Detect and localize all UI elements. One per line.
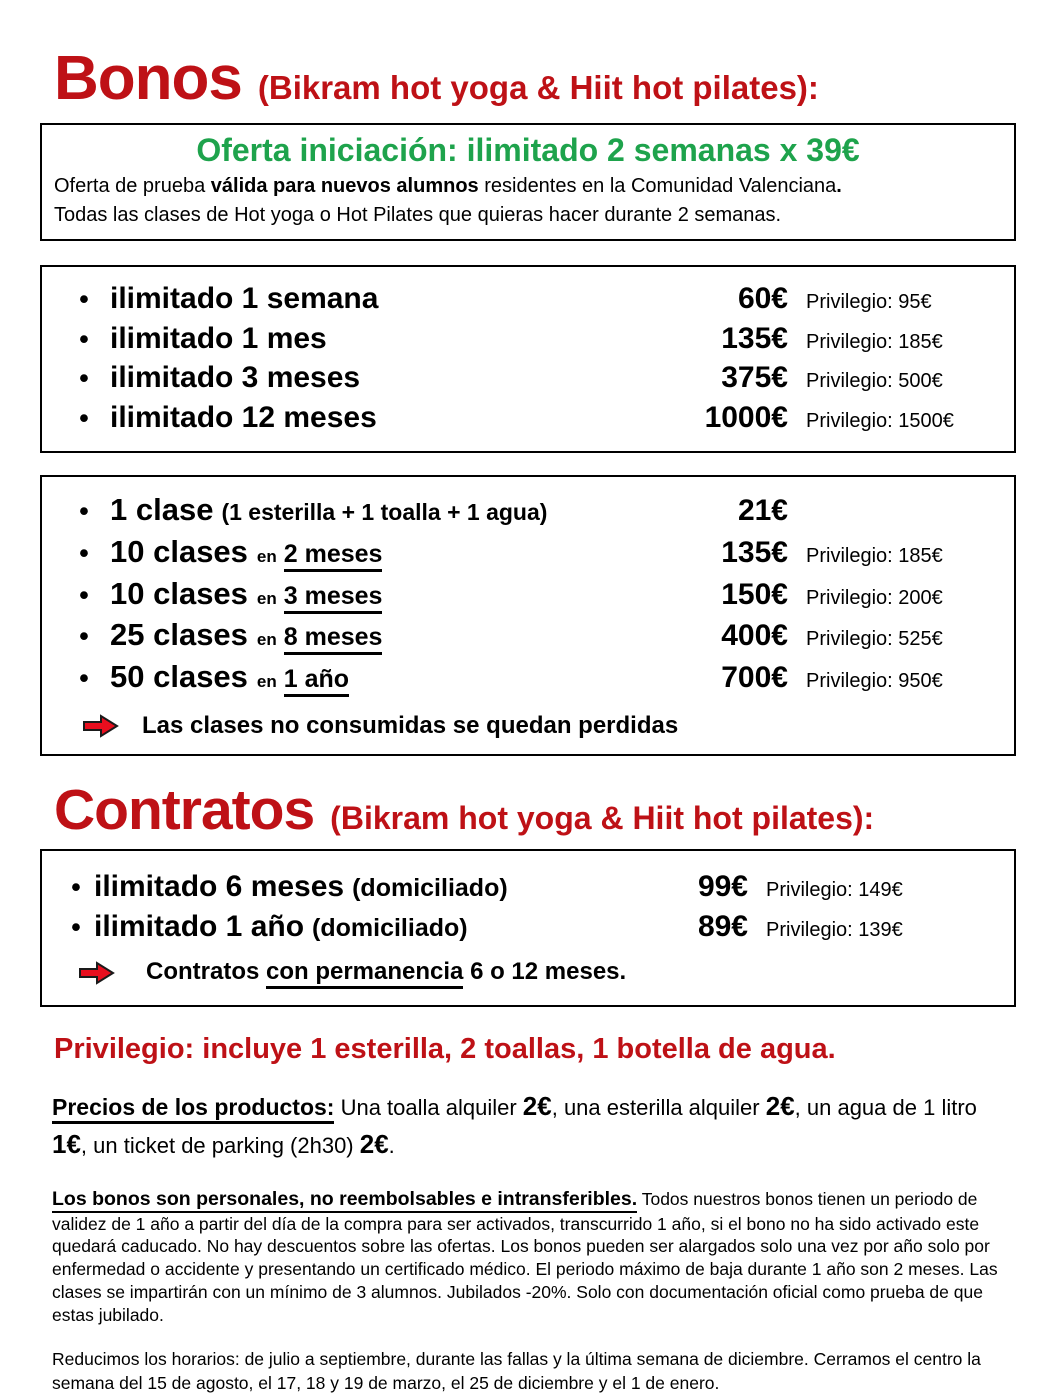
- bullet-icon: •: [71, 871, 81, 902]
- contrato-sub: (domiciliado): [312, 913, 468, 942]
- products-seg1: Una toalla alquiler: [334, 1094, 523, 1120]
- clase-en: en: [256, 630, 277, 650]
- permanencia-note: [78, 959, 998, 987]
- bullet-icon: •: [71, 911, 81, 942]
- table-row: [58, 910, 998, 945]
- contrato-privilege: Privilegio: 149€: [766, 878, 903, 901]
- table-row: [58, 401, 998, 436]
- offer-line1-period: .: [836, 175, 842, 197]
- bullet-icon: •: [79, 283, 89, 314]
- clase-privilege: Privilegio: 525€: [806, 628, 943, 651]
- clase-label-group: [110, 576, 628, 613]
- clase-privilege: Privilegio: 200€: [806, 586, 943, 609]
- clase-label-group: [110, 492, 628, 529]
- red-arrow-icon: [82, 712, 120, 740]
- clase-en: en: [256, 546, 277, 566]
- products-seg3: , un agua de 1 litro: [794, 1094, 977, 1120]
- offer-line1: [54, 173, 1002, 199]
- bono-privilege: Privilegio: 500€: [806, 370, 943, 393]
- contrato-price: 99€: [697, 869, 748, 903]
- contrato-sub: (domiciliado): [352, 873, 508, 902]
- bono-label: ilimitado 12 meses: [110, 401, 377, 435]
- clase-price: 150€: [721, 577, 788, 611]
- clase-label-group: [110, 659, 628, 696]
- offer-line2: Todas las clases de Hot yoga o Hot Pilates que quieras hacer durante 2 semanas.: [54, 204, 782, 227]
- clase-period: 8 meses: [284, 623, 383, 655]
- bono-privilege: Privilegio: 1500€: [806, 410, 954, 433]
- bullet-icon: •: [79, 403, 89, 434]
- clase-period: 1 año: [284, 665, 349, 697]
- clase-price: 21€: [737, 493, 788, 527]
- bonos-subtitle: (Bikram hot yoga & Hiit hot pilates):: [257, 69, 819, 106]
- clase-price: 400€: [721, 619, 788, 653]
- terms-heading: Los bonos son personales, no reembolsables e intransferibles.: [52, 1188, 637, 1213]
- clase-privilege: Privilegio: 185€: [806, 544, 943, 567]
- bullet-icon: •: [79, 495, 89, 526]
- red-arrow-icon: [78, 959, 116, 987]
- mat-price: 2€: [765, 1090, 795, 1121]
- bono-label: ilimitado 1 mes: [110, 321, 327, 355]
- table-row: [58, 617, 998, 654]
- products-paragraph: [52, 1088, 1016, 1163]
- table-row: [58, 659, 998, 696]
- contratos-subtitle: (Bikram hot yoga & Hiit hot pilates):: [330, 799, 875, 836]
- bullet-icon: •: [79, 537, 89, 568]
- contratos-title-line: [40, 777, 1016, 842]
- products-seg4: , un ticket de parking (2h30): [80, 1132, 360, 1158]
- bono-privilege: Privilegio: 185€: [806, 330, 943, 353]
- terms-paragraph: [52, 1187, 1016, 1326]
- offer-line1-pre: Oferta de prueba: [54, 175, 211, 197]
- contrato-privilege: Privilegio: 139€: [766, 918, 903, 941]
- table-row: [58, 576, 998, 613]
- table-row: [58, 534, 998, 571]
- water-price: 1€: [52, 1128, 81, 1159]
- bullet-icon: •: [79, 621, 89, 652]
- bonos-price-box-2: [40, 475, 1016, 756]
- bono-label: ilimitado 1 semana: [110, 281, 379, 315]
- table-row: [58, 282, 998, 317]
- clase-en: en: [256, 588, 277, 608]
- permanencia-note-text: [146, 959, 626, 985]
- clase-label-group: [110, 617, 628, 654]
- clase-price: 135€: [721, 535, 788, 569]
- contratos-title: Contratos: [54, 777, 315, 842]
- privilegio-heading: Privilegio: incluye 1 esterilla, 2 toallas, 1 botella de agua.: [54, 1032, 836, 1065]
- clase-period: 3 meses: [284, 582, 383, 614]
- bullet-icon: •: [79, 363, 89, 394]
- clase-price: 700€: [721, 661, 788, 695]
- clase-label: 50 clases: [110, 659, 248, 695]
- offer-box: [40, 123, 1016, 241]
- bono-label: ilimitado 3 meses: [110, 361, 361, 395]
- table-row: [58, 322, 998, 357]
- expiry-note: [82, 712, 998, 740]
- table-row: [58, 361, 998, 396]
- products-seg2: , una esterilla alquiler: [551, 1094, 766, 1120]
- bullet-icon: •: [79, 579, 89, 610]
- note-pre: Contratos: [146, 958, 266, 986]
- bono-price: 135€: [721, 321, 788, 355]
- clase-label: 1 clase: [110, 491, 214, 527]
- bonos-title: Bonos: [54, 44, 242, 113]
- terms-body: Todos nuestros bonos tienen un periodo de validez de 1 año a partir del día de la compra para ser activados, transcurrido 1 año, si el bono no ha sido activado este quedará caducado. No hay descuentos sobre las ofertas. Los bonos pueden ser alargados solo una vez por año solo por enfermedad o accidente y presentando un certificado médico. El periodo máximo de baja durante 1 año son 2 meses. Las clases se impartirán con un mínimo de 3 alumnos. Jubilados -20%. Solo con documentación oficial como prueba de que estas jubilado.: [52, 1189, 998, 1325]
- bonos-title-line: [40, 44, 1016, 113]
- bono-price: 1000€: [704, 401, 788, 435]
- towel-price: 2€: [522, 1090, 552, 1121]
- clase-includes: (1 esterilla + 1 toalla + 1 agua): [221, 498, 548, 525]
- contratos-price-box: [40, 849, 1016, 1007]
- bono-price: 60€: [737, 281, 788, 315]
- offer-heading: Oferta iniciación: ilimitado 2 semanas x 39€: [196, 132, 860, 168]
- contrato-label-group: [94, 910, 628, 945]
- contrato-label: ilimitado 1 año: [94, 909, 305, 943]
- clase-label-group: [110, 534, 628, 571]
- clase-label: 10 clases: [110, 575, 248, 611]
- bullet-icon: •: [79, 663, 89, 694]
- bonos-price-box-1: [40, 265, 1016, 453]
- schedule-paragraph: Reducimos los horarios: de julio a septiembre, durante las fallas y la última semana de diciembre. Cerramos el centro la semana del 15 de agosto, el 17, 18 y 19 de marzo, el 25 de diciembre y el 1 de enero.: [52, 1349, 981, 1393]
- bullet-icon: •: [79, 323, 89, 354]
- contrato-label-group: [94, 870, 628, 905]
- clase-period: 2 meses: [284, 540, 383, 572]
- clase-privilege: Privilegio: 950€: [806, 670, 943, 693]
- bono-privilege: Privilegio: 95€: [806, 290, 932, 313]
- parking-price: 2€: [359, 1128, 389, 1159]
- contrato-label: ilimitado 6 meses: [94, 869, 345, 903]
- bono-price: 375€: [721, 361, 788, 395]
- note-period: .: [619, 958, 627, 986]
- table-row: [58, 870, 998, 905]
- expiry-note-text: Las clases no consumidas se quedan perdidas: [142, 711, 679, 739]
- clase-label: 10 clases: [110, 533, 248, 569]
- table-row: [58, 492, 998, 529]
- products-seg5: .: [388, 1132, 395, 1158]
- clase-en: en: [256, 672, 277, 692]
- products-heading: Precios de los productos:: [52, 1094, 334, 1124]
- clase-label: 25 clases: [110, 617, 248, 653]
- contrato-price: 89€: [697, 909, 748, 943]
- note-underlined: con permanencia: [266, 958, 463, 989]
- note-post: 6 o 12 meses: [463, 958, 620, 986]
- offer-line1-bold: válida para nuevos alumnos: [210, 175, 479, 197]
- offer-line1-post: residentes en la Comunidad Valenciana: [478, 175, 837, 197]
